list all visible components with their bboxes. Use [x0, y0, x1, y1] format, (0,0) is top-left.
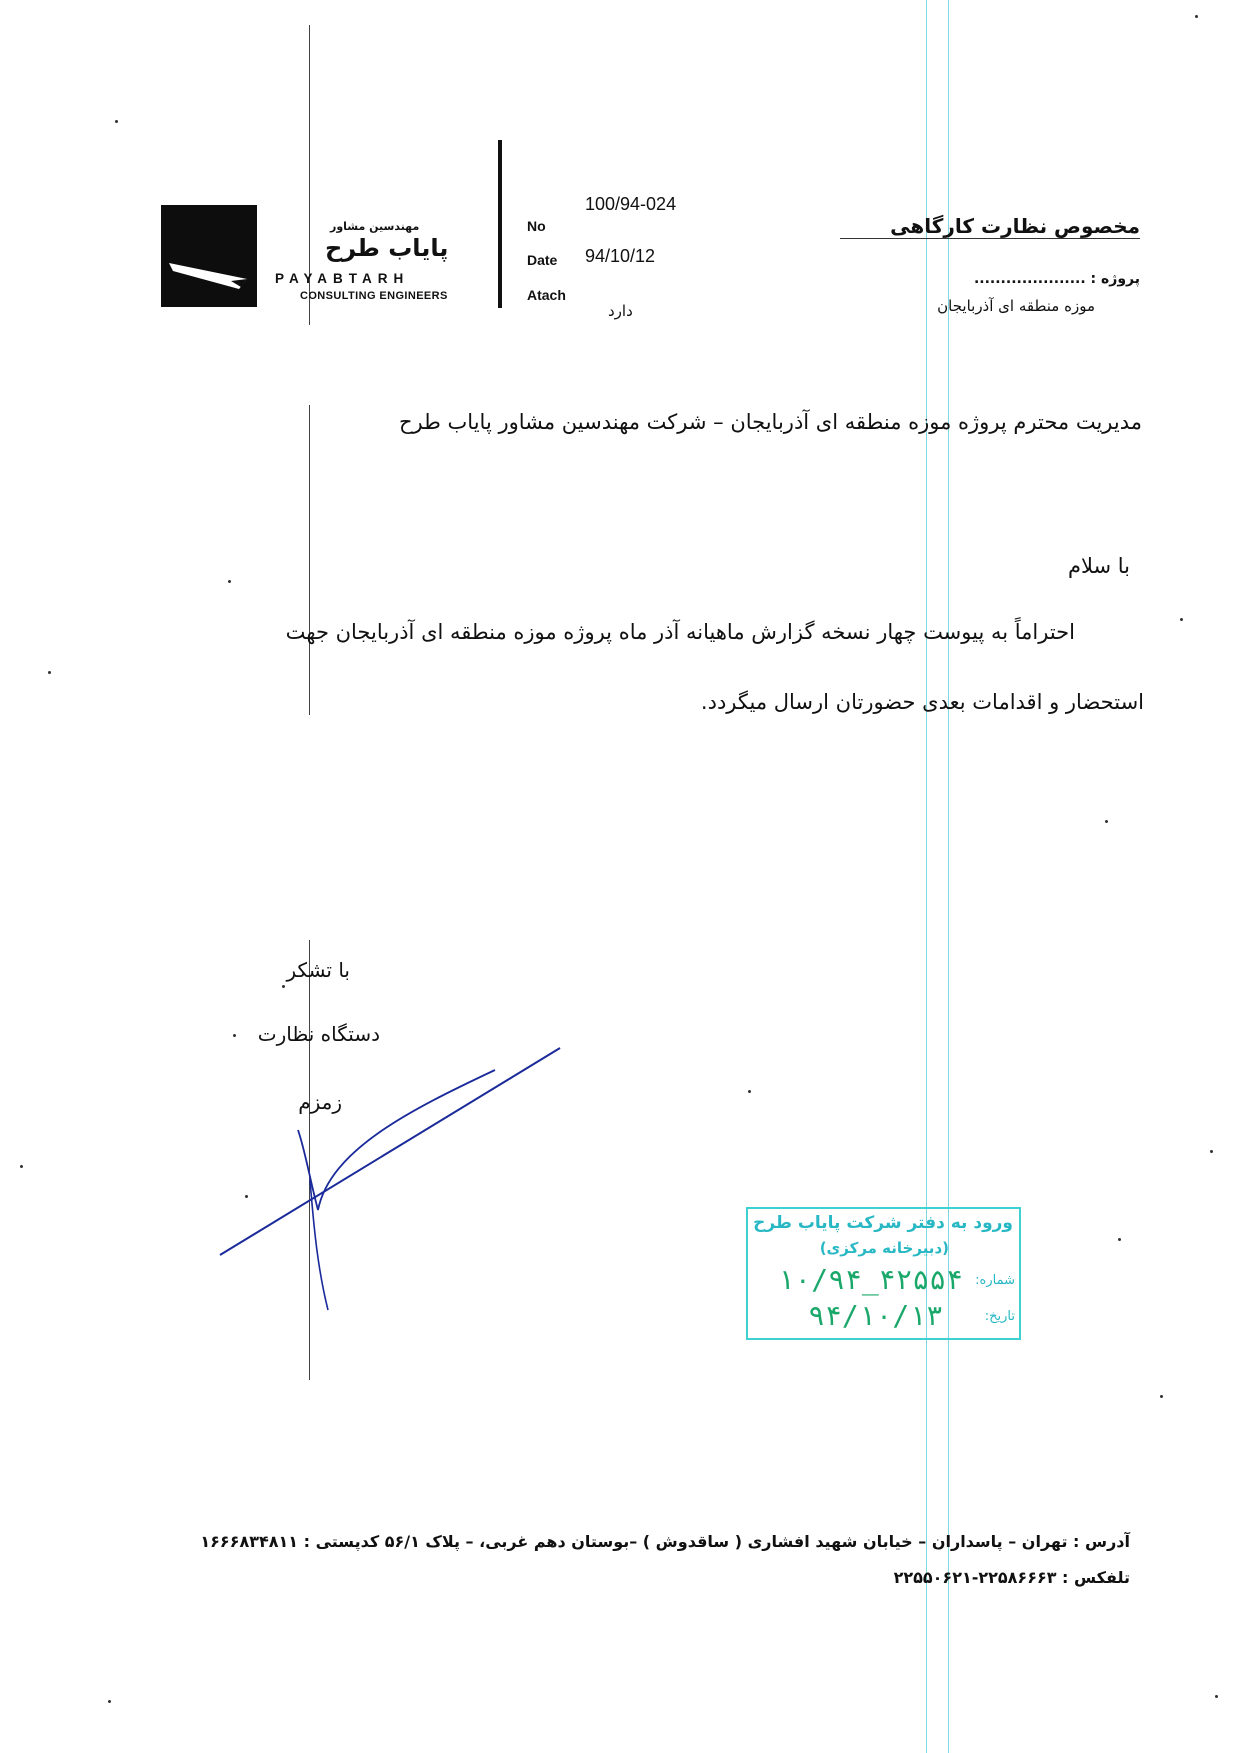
body-text-line-2: استحضار و اقدامات بعدی حضورتان ارسال میگردد. — [700, 690, 1144, 714]
stamp-number-label: شماره: — [975, 1273, 1015, 1288]
stamp-subtitle: (دبیرخانه مرکزی) — [819, 1239, 949, 1257]
logo-firm-name: پایاب طرح — [325, 234, 449, 262]
scan-speck — [233, 1034, 236, 1037]
stamp-date-label: تاریخ: — [984, 1309, 1015, 1324]
letterhead-divider — [498, 140, 502, 308]
special-heading: مخصوص نظارت کارگاهی — [890, 214, 1140, 238]
scan-speck — [108, 1700, 111, 1703]
scan-speck — [1180, 618, 1183, 621]
scan-speck — [1118, 1238, 1121, 1241]
body-text-line-1: احتراماً به پیوست چهار نسخه گزارش ماهیانه آذر ماه پروژه موزه منطقه ای آذربایجان جهت — [285, 620, 1075, 644]
company-logo — [161, 205, 257, 307]
no-label: No — [527, 218, 546, 234]
logo-firm-subtitle: مهندسین مشاور — [330, 220, 420, 233]
signature — [210, 1030, 570, 1320]
scan-speck — [245, 1195, 248, 1198]
addressee: مدیریت محترم پروژه موزه منطقه ای آذربایجان – شرکت مهندسین مشاور پایاب طرح — [399, 410, 1142, 434]
scan-speck — [1215, 1695, 1218, 1698]
letter-date: 94/10/12 — [585, 246, 656, 266]
closing-thanks: با تشکر — [286, 958, 350, 982]
scan-speck — [282, 985, 285, 988]
letter-number: 100/94-024 — [585, 194, 677, 214]
scan-speck — [228, 580, 231, 583]
logo-firm-name-en: PAYABTARH — [275, 271, 410, 286]
scan-speck — [1160, 1395, 1163, 1398]
stamp-date-value: ۹۴/۱۰/۱۳ — [808, 1299, 943, 1332]
scan-speck — [1210, 1150, 1213, 1153]
scan-speck — [20, 1165, 23, 1168]
footer-address: آدرس : تهران – پاسداران – خیابان شهید افشاری ( ساقدوش ) –بوستان دهم غربی، – پلاک ۵۶/۱ کدپستی : ۱۶۶۶۸۳۴۸۱۱ — [200, 1532, 1130, 1551]
closing-signer: زمزم — [298, 1090, 342, 1114]
received-stamp — [746, 1207, 1021, 1340]
scan-artifact-line — [309, 405, 310, 715]
attach-label: Atach — [527, 287, 566, 303]
scan-artifact-line — [926, 0, 927, 1753]
scan-speck — [115, 120, 118, 123]
attach-value: دارد — [608, 302, 633, 320]
scan-speck — [48, 671, 51, 674]
stamp-number-value: ۱۰/۹۴_۴۲۵۵۴ — [777, 1263, 963, 1296]
scan-speck — [748, 1090, 751, 1093]
project-name: موزه منطقه ای آذربایجان — [937, 297, 1095, 315]
footer-phone: تلفکس : ۲۲۵۸۶۶۶۳-۲۲۵۵۰۶۲۱ — [893, 1568, 1130, 1587]
heading-underline — [840, 238, 1140, 239]
date-label: Date — [527, 252, 558, 268]
scan-speck — [1195, 15, 1198, 18]
scan-speck — [1105, 820, 1108, 823]
logo-firm-tagline-en: CONSULTING ENGINEERS — [300, 290, 448, 302]
project-label: پروژه : ..................... — [973, 271, 1140, 287]
salutation: با سلام — [1067, 554, 1130, 578]
scan-artifact-line — [948, 0, 949, 1753]
closing-office: دستگاه نظارت — [257, 1022, 380, 1046]
stamp-title: ورود به دفتر شرکت پایاب طرح — [753, 1213, 1013, 1233]
